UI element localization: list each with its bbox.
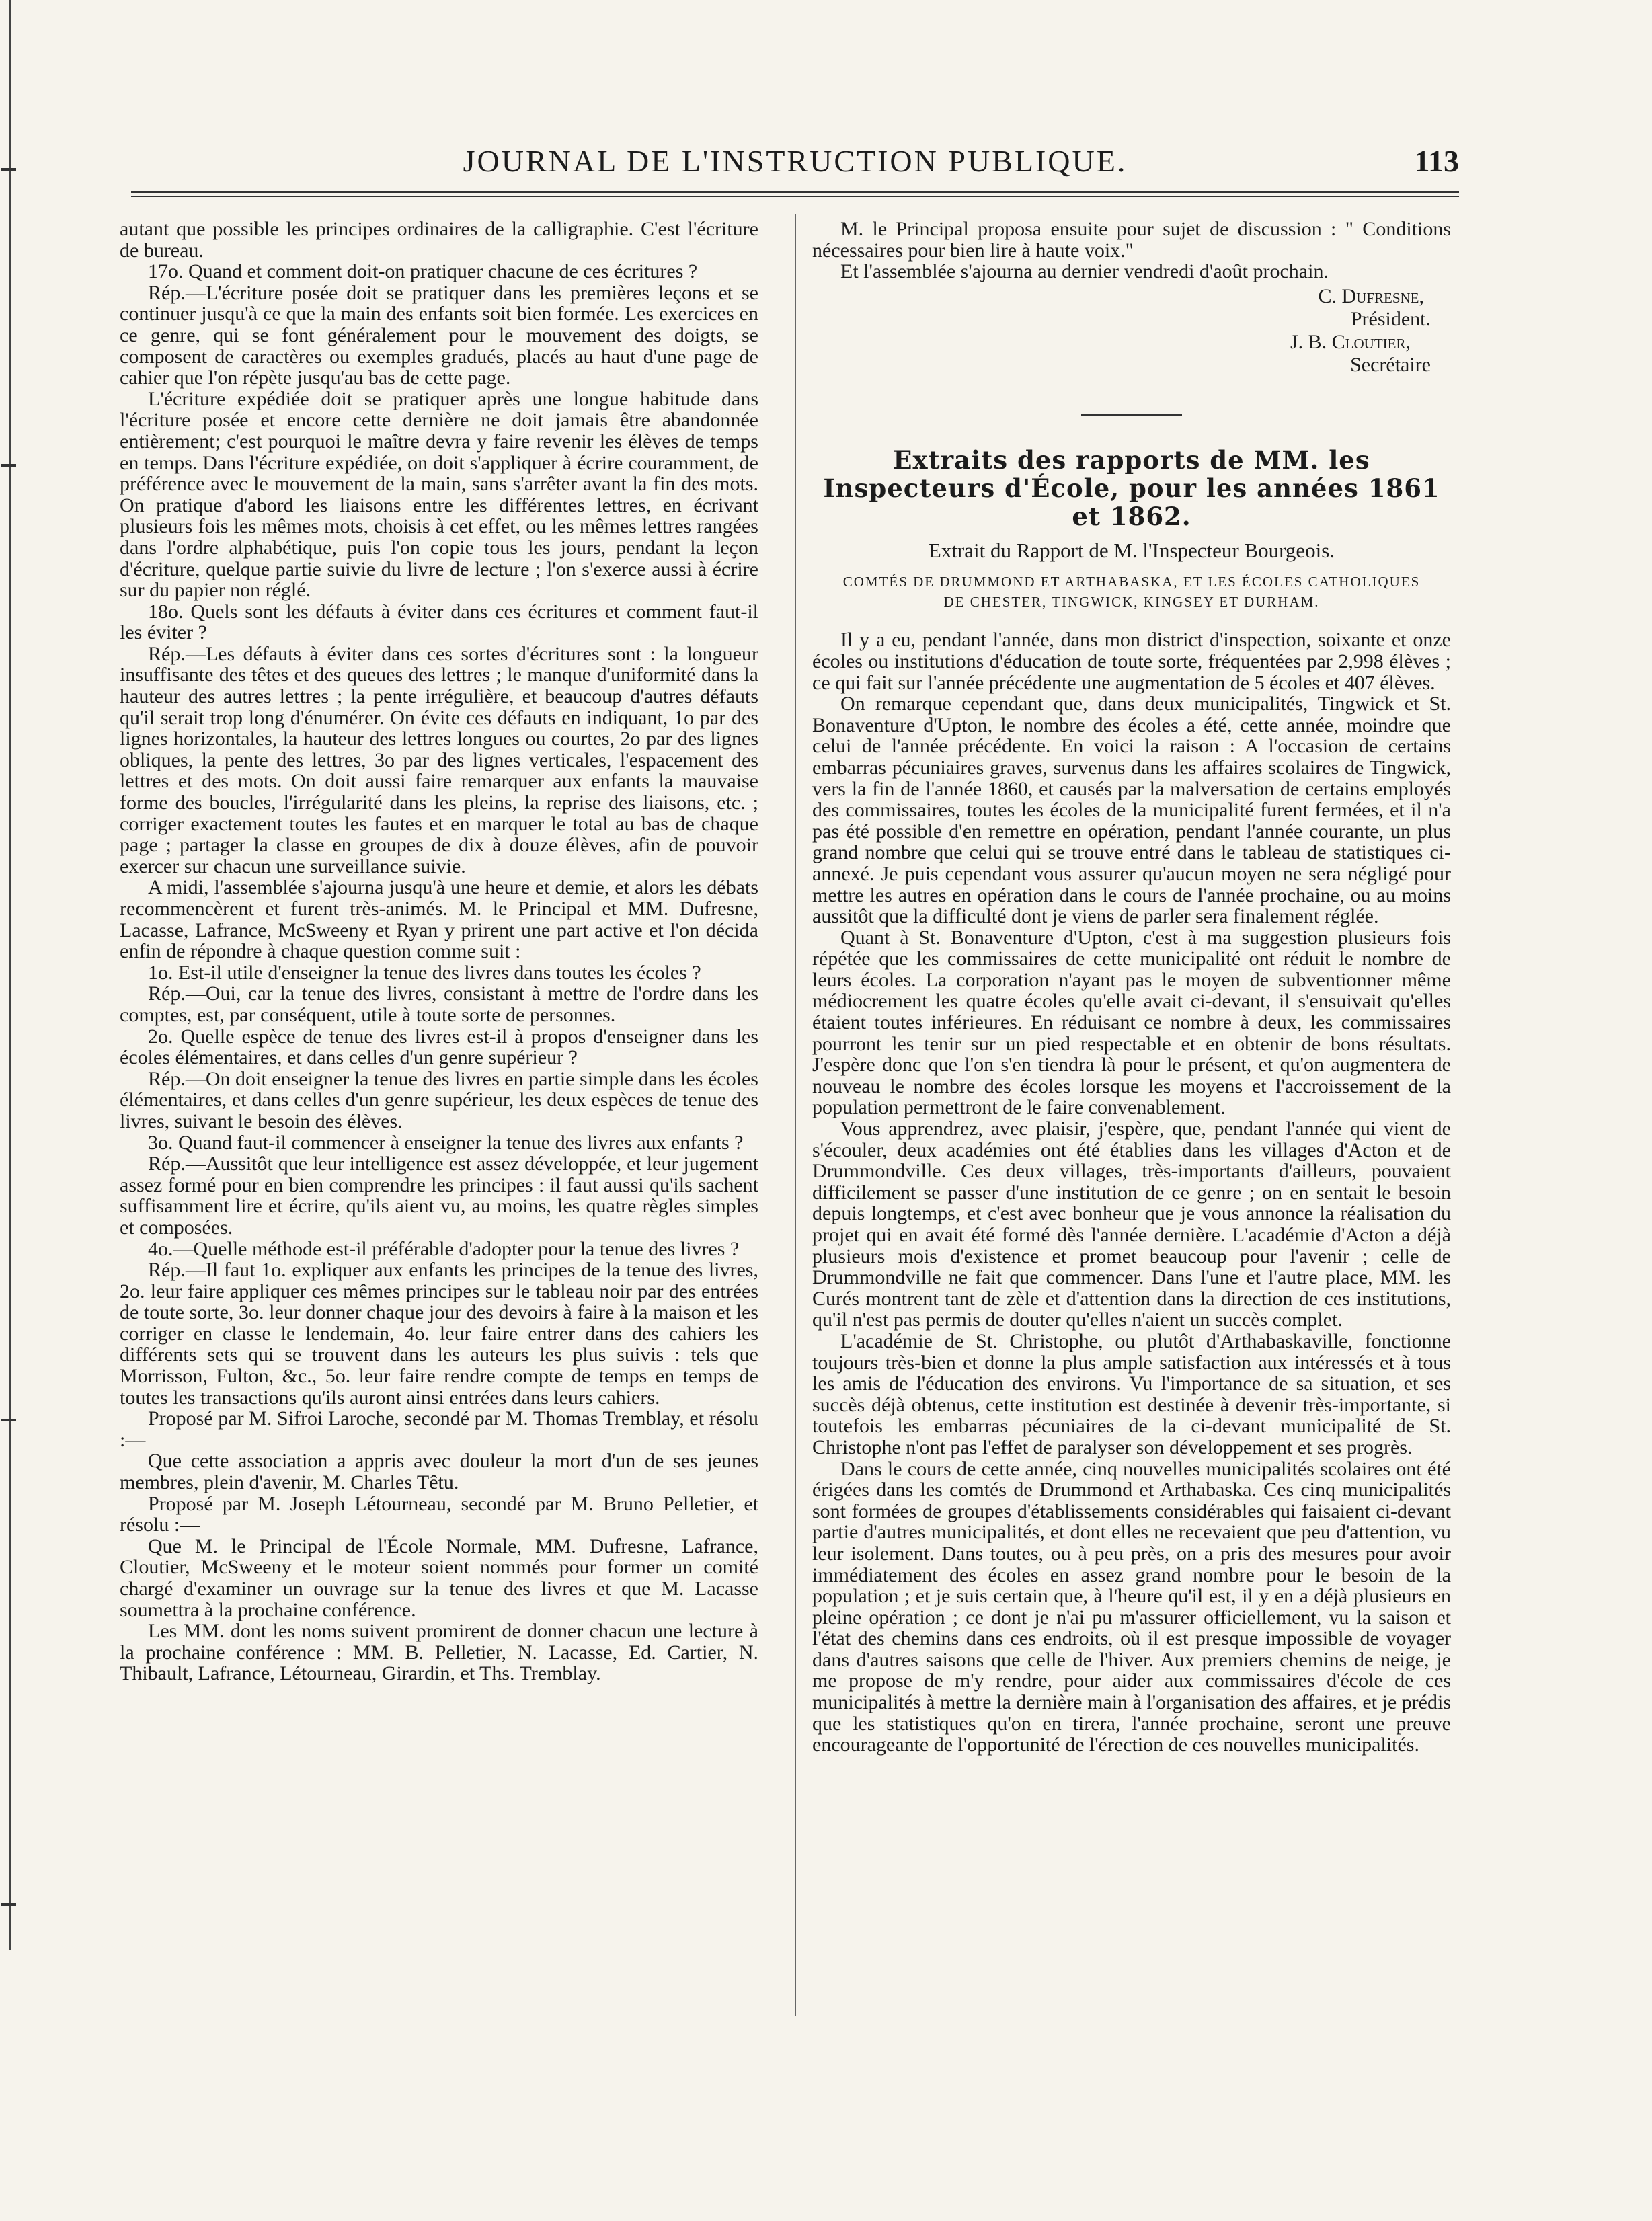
paragraph: Que M. le Principal de l'École Normale, MM. Dufresne, Lafrance, Cloutier, McSweeny et le moteur soient nommés pour former un comité chargé d'examiner un ouvrage sur la tenue des livres et que M. Lacasse soumettra à la prochaine conférence.	[120, 1534, 758, 1621]
margin-tick	[1, 168, 16, 171]
paragraph: 3o. Quand faut-il commencer à enseigner la tenue des livres aux enfants ?	[148, 1131, 744, 1154]
secretary-role: Secrétaire	[1350, 353, 1431, 376]
paragraph: Proposé par M. Joseph Létourneau, secondé par M. Bruno Pelletier, et résolu :—	[120, 1492, 758, 1536]
paragraph: Rép.—L'écriture posée doit se pratiquer dans les premières leçons et se continuer jusqu'à ce que la main des enfants soit bien formée. Les exercices en ce genre, qui se font généralement pour le mouvement des doigts, se composent de caractères ou exemples gradués, placés au haut d'une page de cahier que l'on répète jusqu'au bas de cette page.	[120, 281, 758, 389]
header-rule	[131, 191, 1459, 193]
paragraph: A midi, l'assemblée s'ajourna jusqu'à une heure et demie, et alors les débats recommencèrent et furent très-animés. M. le Principal et MM. Dufresne, Lacasse, Lafrance, McSweeny et Ryan y prirent une part active et l'on décida enfin de répondre à chaque question comme suit :	[120, 876, 758, 963]
right-column	[812, 219, 1451, 1756]
paragraph: L'académie de St. Christophe, ou plutôt d'Arthabaskaville, fonctionne toujours très-bien et donne la plus ample satisfaction aux intéressés et à tous les amis de l'éducation des environs. Vu l'importance de sa situation, et ses succès déjà obtenus, cette institution est destinée à devenir très-importante, si toutefois les embarras pécuniaires de la ci-devant municipalité de St. Christophe n'ont pas l'effet de paralyser son développement et ses progrès.	[812, 1329, 1451, 1458]
paragraph: Que cette association a appris avec douleur la mort d'un de ses jeunes membres, plein d'avenir, M. Charles Têtu.	[120, 1450, 758, 1494]
paragraph: Proposé par M. Sifroi Laroche, secondé par M. Thomas Tremblay, et résolu :—	[120, 1407, 758, 1451]
section-divider	[1081, 414, 1182, 416]
paragraph: 17o. Quand et comment doit-on pratiquer chacune de ces écritures ?	[148, 260, 698, 283]
article-subtitle: Extrait du Rapport de M. l'Inspecteur Bourgeois.	[928, 538, 1335, 562]
paragraph: On remarque cependant que, dans deux municipalités, Tingwick et St. Bonaventure d'Upton, le nombre des écoles a été, cette année, moindre que celui de l'année précédente. En voici la raison : A l'occasion de certains embarras pécuniaires graves, survenus dans les affaires scolaires de Tingwick, vers la fin de l'année 1860, et causés par la malversation de certains employés des commissaires, toutes les écoles de la municipalité furent fermées, et il n'a pas été possible d'en remettre en opération, pendant l'année courante, un plus grand nombre que celui qui se trouve entré dans le tableau de statistiques ci-annexé. Je puis cependant vous assurer qu'aucun moyen ne sera négligé pour mettre les autres en opération dans le cours de l'année prochaine, ou au moins aussitôt que la difficulté dont je viens de parler sera finalement réglée.	[812, 693, 1451, 928]
paragraph: Rép.—Il faut 1o. expliquer aux enfants les principes de la tenue des livres, 2o. leur faire appliquer ces mêmes principes sur le tableau noir par des entrées de toute sorte, 3o. leur donner chaque jour des devoirs à faire à la maison et les corriger en classe le lendemain, 4o. leur faire entrer dans des cahiers les différents sets qui se trouvent dans les auteurs les plus suivis : tels que Morrisson, Fulton, &c., 5o. leur faire rendre compte de temps en temps de toutes les transactions qu'ils auront ainsi entrées dans leurs cahiers.	[120, 1259, 758, 1409]
margin-tick	[1, 1419, 16, 1421]
president-role: Président.	[1350, 307, 1431, 330]
paragraph: L'écriture expédiée doit se pratiquer après une longue habitude dans l'écriture posée et encore cette dernière ne doit jamais être abandonnée entièrement; c'est pourquoi le maître devra y faire revenir les élèves de temps en temps. Dans l'écriture expédiée, on doit s'appliquer à écrire couramment, de préférence avec le mouvement de la main, sans s'arrêter avant la fin des mots. On pratique d'abord les liaisons entre les différentes lettres, en écrivant plusieurs fois les mêmes mots, choisis à cet effet, ou les mêmes lettres rangées dans l'ordre alphabétique, puis l'on copie tous les jours, pendant la leçon d'écriture, quelque partie suivie du livre de lecture ; l'on s'exerce aussi à écrire sur du papier non réglé.	[120, 387, 758, 602]
paragraph: Dans le cours de cette année, cinq nouvelles municipalités scolaires ont été érigées dans les comtés de Drummond et Arthabaska. Ces cinq municipalités sont formées de groupes d'établissements considérables qui faisaient ci-devant partie d'autres municipalités, et dont elles ne recevaient que peu d'attention, vu leur isolement. Dans toutes, ou à peu près, on a pris des mesures pour avoir immédiatement des écoles en assez grand nombre pour le besoin de la population ; et je suis certain que, à l'heure qu'il est, il y en a déjà plusieurs en pleine opération ; ce dont je n'ai pu m'assurer officiellement, vu la saison et l'état des chemins dans ces endroits, où il est presque impossible de voyager dans d'autres saisons que celle de l'hiver. Aux premiers chemins de neige, je me propose de m'y rendre, pour aider aux commissaires d'école de ces municipalités à mettre la dernière main à l'organisation des affaires, et je prédis que les statistiques qu'on en tirera, l'année prochaine, seront une preuve encourageante de l'opportunité de l'érection de ces nouvelles municipalités.	[812, 1457, 1451, 1756]
secretary-name: J. B. Cloutier,	[1290, 330, 1411, 353]
paragraph: Quant à St. Bonaventure d'Upton, c'est à ma suggestion plusieurs fois répétée que les commissaires de cette municipalité ont réduit le nombre de leurs écoles. La corporation n'ayant pas le moyen de subventionner même médiocrement les quatre écoles qu'elle avait ci-devant, il s'ensuivait qu'elles étaient toutes inférieures. En réduisant ce nombre à deux, les commissaires pourront les tenir sur un pied respectable et en obtenir de bons résultats. J'espère donc que l'on s'en tiendra là pour le présent, et qu'on augmentera de nouveau le nombre des écoles lorsque les moyens et l'accroissement de la population permettront de le faire convenablement.	[812, 926, 1451, 1119]
paragraph: Rép.—On doit enseigner la tenue des livres en partie simple dans les écoles élémentaires, et dans celles d'un genre supérieur, les deux espèces de tenue des livres, suivant le besoin des élèves.	[120, 1067, 758, 1132]
page-header	[131, 131, 1459, 185]
president-name: C. Dufresne,	[1318, 284, 1424, 307]
margin-rule	[9, 0, 11, 1950]
paragraph: Rép.—Les défauts à éviter dans ces sortes d'écritures sont : la longueur insuffisante des têtes et des queues des lettres ; le manque d'uniformité dans la hauteur des autres lettres ; la pente irrégulière, et beaucoup d'autres défauts qu'il serait trop long d'énumérer. On évite ces défauts en indiquant, 1o par des lignes horizontales, la hauteur des lettres longues ou courtes, 2o par des lignes obliques, la pente des lettres, 3o par des lignes verticales, l'espacement des lettres et des mots. On doit aussi faire remarquer aux enfants la mauvaise forme des boucles, l'irrégularité dans les pleins, la reprise des liaisons, etc. ; corriger exactement toutes les fautes et en marquer le total au bas de chaque page ; partager la classe en groupes de dix à douze élèves, afin de pouvoir exercer sur chacun une surveillance suivie.	[120, 642, 758, 878]
paragraph: 4o.—Quelle méthode est-il préférable d'adopter pour la tenue des livres ?	[148, 1237, 740, 1260]
article-title: Extraits des rapports de MM. les Inspecteurs d'École, pour les années 1861 et 1862.	[823, 444, 1440, 531]
margin-tick	[1, 464, 16, 467]
margin-tick	[1, 1903, 16, 1906]
signature-block	[812, 285, 1451, 377]
paragraph: 18o. Quels sont les défauts à éviter dans ces écritures et comment faut-il les éviter ?	[120, 600, 758, 644]
header-rule-thin	[131, 196, 1459, 197]
paragraph: Rép.—Aussitôt que leur intelligence est assez développée, et leur jugement assez formé pour en bien comprendre les principes : il faut aussi qu'ils sachent suffisamment lire et écrire, qu'ils aient vu, au moins, les quatre règles simples et composées.	[120, 1153, 758, 1239]
paragraph: autant que possible les principes ordinaires de la calligraphie. C'est l'écriture de bureau.	[120, 218, 758, 262]
paragraph: Vous apprendrez, avec plaisir, j'espère, que, pendant l'année qui vient de s'écouler, deux académies ont été établies dans les villages d'Acton et de Drummondville. Ces deux villages, très-importants d'ailleurs, pouvaient difficilement se passer d'une institution de ce genre ; on en sentait le besoin depuis longtemps, et c'est avec bonheur que je vous annonce la réalisation du projet qui en avait été formé dès l'année dernière. L'académie d'Acton a déjà plusieurs mois d'existence et promet beaucoup pour l'avenir ; celle de Drummondville ne fait que commencer. Dans l'une et l'autre place, MM. les Curés montrent tant de zèle et d'attention dans la direction de ces institutions, qu'il n'est pas permis de douter qu'elles n'aient un succès complet.	[812, 1118, 1451, 1331]
paragraph: 2o. Quelle espèce de tenue des livres est-il à propos d'enseigner dans les écoles élémentaires, et dans celles d'un genre supérieur ?	[120, 1025, 758, 1069]
paragraph: Il y a eu, pendant l'année, dans mon district d'inspection, soixante et onze écoles ou institutions d'éducation de toute sorte, fréquentées par 2,998 élèves ; ce qui fait sur l'année précédente une augmentation de 5 écoles et 407 élèves.	[812, 629, 1451, 694]
paragraph: M. le Principal proposa ensuite pour sujet de discussion : " Conditions nécessaires pour bien lire à haute voix."	[812, 218, 1451, 262]
column-divider	[795, 214, 796, 2016]
paragraph: Et l'assemblée s'ajourna au dernier vendredi d'août prochain.	[840, 260, 1329, 283]
article-counties: COMTÉS DE DRUMMOND ET ARTHABASKA, ET LES ÉCOLES CATHOLIQUES DE CHESTER, TINGWICK, KINGSEY ET DURHAM.	[842, 574, 1421, 611]
journal-title: JOURNAL DE L'INSTRUCTION PUBLIQUE.	[463, 144, 1128, 178]
paragraph: Rép.—Oui, car la tenue des livres, consistant à mettre de l'ordre dans les comptes, est, par conséquent, utile à toute sorte de personnes.	[120, 982, 758, 1026]
binding-margin	[0, 0, 40, 2221]
left-column	[120, 219, 758, 1684]
paragraph: 1o. Est-il utile d'enseigner la tenue des livres dans toutes les écoles ?	[148, 961, 701, 984]
page-number: 113	[1414, 144, 1459, 178]
paragraph: Les MM. dont les noms suivent promirent de donner chacun une lecture à la prochaine conférence : MM. B. Pelletier, N. Lacasse, Ed. Cartier, N. Thibault, Lafrance, Létourneau, Girardin, et Ths. Tremblay.	[120, 1620, 758, 1685]
